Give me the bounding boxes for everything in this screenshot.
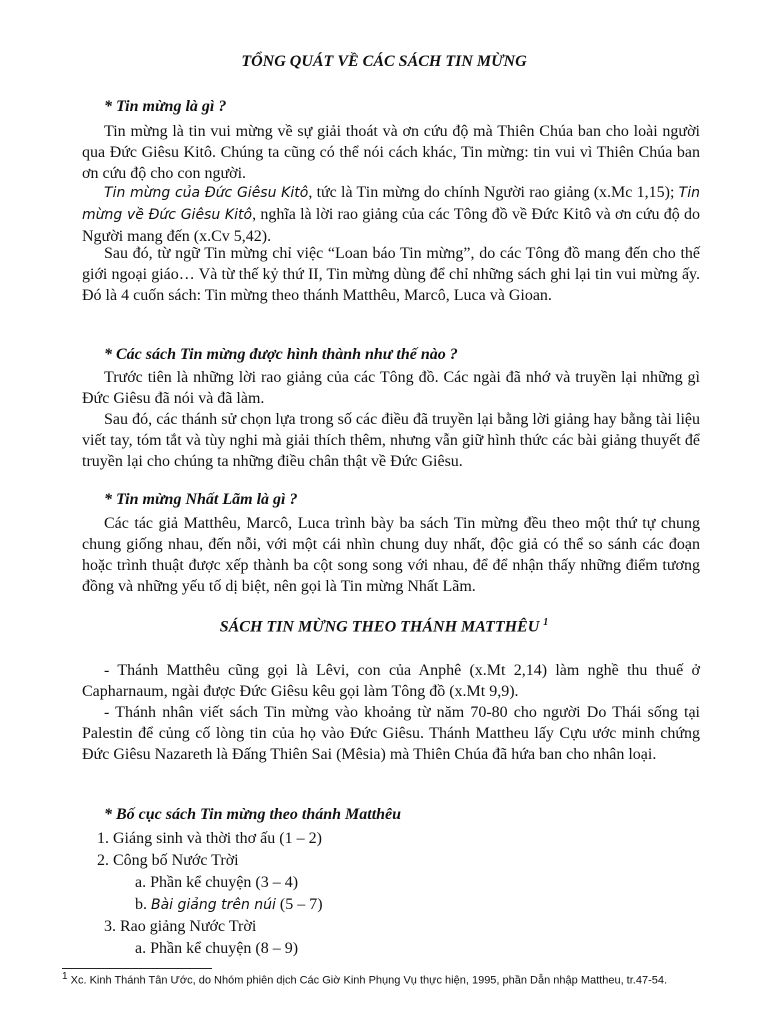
text-run: (5 – 7) [275, 896, 323, 913]
list-item-marker: b. [135, 896, 151, 913]
paragraph: Sau đó, từ ngữ Tin mừng chỉ việc “Loan báo Tin mừng”, do các Tông đồ mang đến cho thế giới ngoại giáo… Và từ thế kỷ thứ II, Tin mừng dùng để chỉ những sách ghi lại tin vui mừng ấy. Đó là 4 cuốn sách: Tin mừng theo thánh Matthêu, Marcô, Luca và Gioan. [82, 245, 700, 304]
list-item [135, 896, 323, 914]
list-item: 1. Giáng sinh và thời thơ ấu (1 – 2) [97, 830, 322, 847]
footnote-marker: 1 [543, 617, 549, 628]
paragraph: Trước tiên là những lời rao giảng của các Tông đồ. Các ngài đã nhớ và truyền lại những gì Đức Giêsu đã nói và đã làm. [82, 369, 700, 407]
paragraph [82, 182, 700, 247]
paragraph: Các tác giả Matthêu, Marcô, Luca trình bày ba sách Tin mừng đều theo một thứ tự chung chung giống nhau, đến nỗi, với một cái nhìn chung duy nhất, độc giả có thể so sánh các đoạn hoặc trình thuật được xếp thành ba cột song song với nhau, để để nhận thấy những điểm tương đồng và những yếu tố dị biệt, nên gọi là Tin mừng Nhất Lãm. [82, 515, 700, 595]
section-heading-what-is-gospel: * Tin mừng là gì ? [104, 98, 227, 115]
text-run: , nghĩa là lời rao giảng của các Tông đồ về Đức Kitô và ơn cứu độ do Người mang đến (x.Cv 5,42). [82, 206, 701, 245]
section-title-text: SÁCH TIN MỪNG THEO THÁNH MATTHÊU [219, 618, 540, 636]
footnote-divider [62, 968, 212, 969]
italic-phrase: Bài giảng trên núi [151, 897, 276, 913]
paragraph: - Thánh Matthêu cũng gọi là Lêvi, con của Anphê (x.Mt 2,14) làm nghề thu thuế ở Capharnaum, ngài được Đức Giêsu kêu gọi làm Tông đồ (x.Mt 9,9). [82, 662, 700, 700]
paragraph: Tin mừng là tin vui mừng về sự giải thoát và ơn cứu độ mà Thiên Chúa ban cho loài người qua Đức Giêsu Kitô. Chúng ta cũng có thể nói cách khác, Tin mừng: tin vui vì Thiên Chúa ban ơn cứu độ cho con người. [82, 123, 700, 182]
footnote [62, 970, 702, 988]
italic-phrase: Tin mừng của Đức Giêsu Kitô [104, 185, 309, 201]
text-run: , tức là Tin mừng do chính Người rao giảng (x.Mc 1,15); [308, 184, 679, 201]
list-item: 3. Rao giảng Nước Trời [104, 918, 257, 935]
section-title-matthew [0, 617, 768, 636]
italic-phrase: Tin mừng về Đức Giêsu Kitô [82, 185, 700, 223]
section-heading-how-formed: * Các sách Tin mừng được hình thành như thế nào ? [104, 346, 458, 363]
paragraph: Sau đó, các thánh sử chọn lựa trong số các điều đã truyền lại bằng lời giảng hay bằng tài liệu viết tay, tóm tắt và tùy nghi mà giải thích thêm, nhưng vẫn giữ hình thức các bài giảng thuyết để truyền lại cho chúng ta những điều chân thật về Đức Giêsu. [82, 411, 700, 470]
footnote-marker: 1 [62, 971, 68, 982]
paragraph: - Thánh nhân viết sách Tin mừng vào khoảng từ năm 70-80 cho người Do Thái sống tại Palestin để củng cố lòng tin của họ vào Đức Giêsu. Thánh Mattheu lấy Cựu ước minh chứng Đức Giêsu Nazareth là Đấng Thiên Sai (Mêsia) mà Thiên Chúa đã hứa ban cho nhân loại. [82, 704, 700, 763]
footnote-text: Xc. Kinh Thánh Tân Ước, do Nhóm phiên dịch Các Giờ Kinh Phụng Vụ thực hiện, 1995, phần Dẫn nhập Mattheu, tr.47-54. [67, 974, 668, 987]
section-heading-structure: * Bố cục sách Tin mừng theo thánh Matthêu [104, 806, 402, 823]
document-title: TỔNG QUÁT VỀ CÁC SÁCH TIN MỪNG [241, 53, 527, 70]
section-heading-synoptic: * Tin mừng Nhất Lãm là gì ? [104, 491, 298, 508]
list-item: a. Phần kể chuyện (8 – 9) [135, 940, 299, 957]
list-item: a. Phần kể chuyện (3 – 4) [135, 874, 299, 891]
list-item: 2. Công bố Nước Trời [97, 852, 239, 869]
